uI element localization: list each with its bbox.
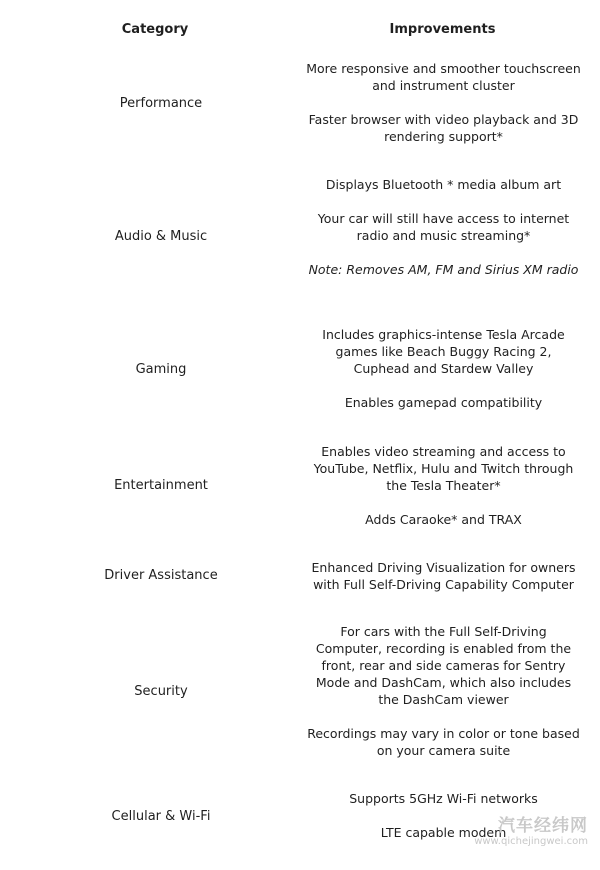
- category-cellular-wifi: Cellular & Wi-Fi: [111, 809, 211, 824]
- improvement-note: Note: Removes AM, FM and Sirius XM radio: [308, 262, 579, 277]
- improvement-item: Displays Bluetooth * media album art: [325, 177, 562, 192]
- improvements-security: [306, 623, 581, 759]
- improvement-item: For cars with the Full Self-Driving Computer, recording is enabled from the front, rear and side cameras for Sentry Mode and DashCam, which also includes the DashCam viewer: [315, 624, 572, 707]
- improvement-item: Enhanced Driving Visualization for owners with Full Self-Driving Capability Computer: [311, 560, 576, 592]
- improvement-item: More responsive and smoother touchscreen and instrument cluster: [306, 61, 581, 93]
- improvement-item: Enables video streaming and access to YouTube, Netflix, Hulu and Twitch through the Tesla Theater*: [313, 444, 574, 493]
- improvement-item: Enables gamepad compatibility: [344, 395, 543, 410]
- improvements-driver-assistance: [306, 559, 581, 593]
- improvement-item: Adds Caraoke* and TRAX: [365, 512, 522, 527]
- improvement-item: Faster browser with video playback and 3D rendering support*: [308, 112, 579, 144]
- category-driver-assistance: Driver Assistance: [104, 568, 218, 583]
- category-audio-music: Audio & Music: [114, 229, 208, 244]
- improvement-item: Supports 5GHz Wi-Fi networks: [349, 791, 538, 806]
- table-header: [0, 22, 600, 42]
- improvements-gaming: [306, 326, 581, 411]
- improvement-item: LTE capable modem: [380, 825, 507, 840]
- improvements-column-header: Improvements: [389, 22, 496, 37]
- category-column-header: Category: [121, 22, 189, 37]
- category-entertainment: Entertainment: [114, 478, 208, 493]
- improvement-item: Your car will still have access to internet radio and music streaming*: [317, 211, 570, 243]
- category-performance: Performance: [119, 96, 203, 111]
- watermark-url: www.qichejingwei.com: [474, 836, 588, 847]
- watermark-name: 汽车经纬网: [498, 816, 588, 836]
- watermark: [474, 816, 588, 848]
- improvement-item: Recordings may vary in color or tone based on your camera suite: [307, 726, 580, 758]
- improvements-performance: [306, 60, 581, 145]
- improvements-entertainment: [306, 443, 581, 528]
- improvements-audio-music: [306, 176, 581, 278]
- improvement-item: Includes graphics-intense Tesla Arcade games like Beach Buggy Racing 2, Cuphead and Stardew Valley: [322, 327, 565, 376]
- category-security: Security: [134, 684, 188, 699]
- category-gaming: Gaming: [135, 362, 187, 377]
